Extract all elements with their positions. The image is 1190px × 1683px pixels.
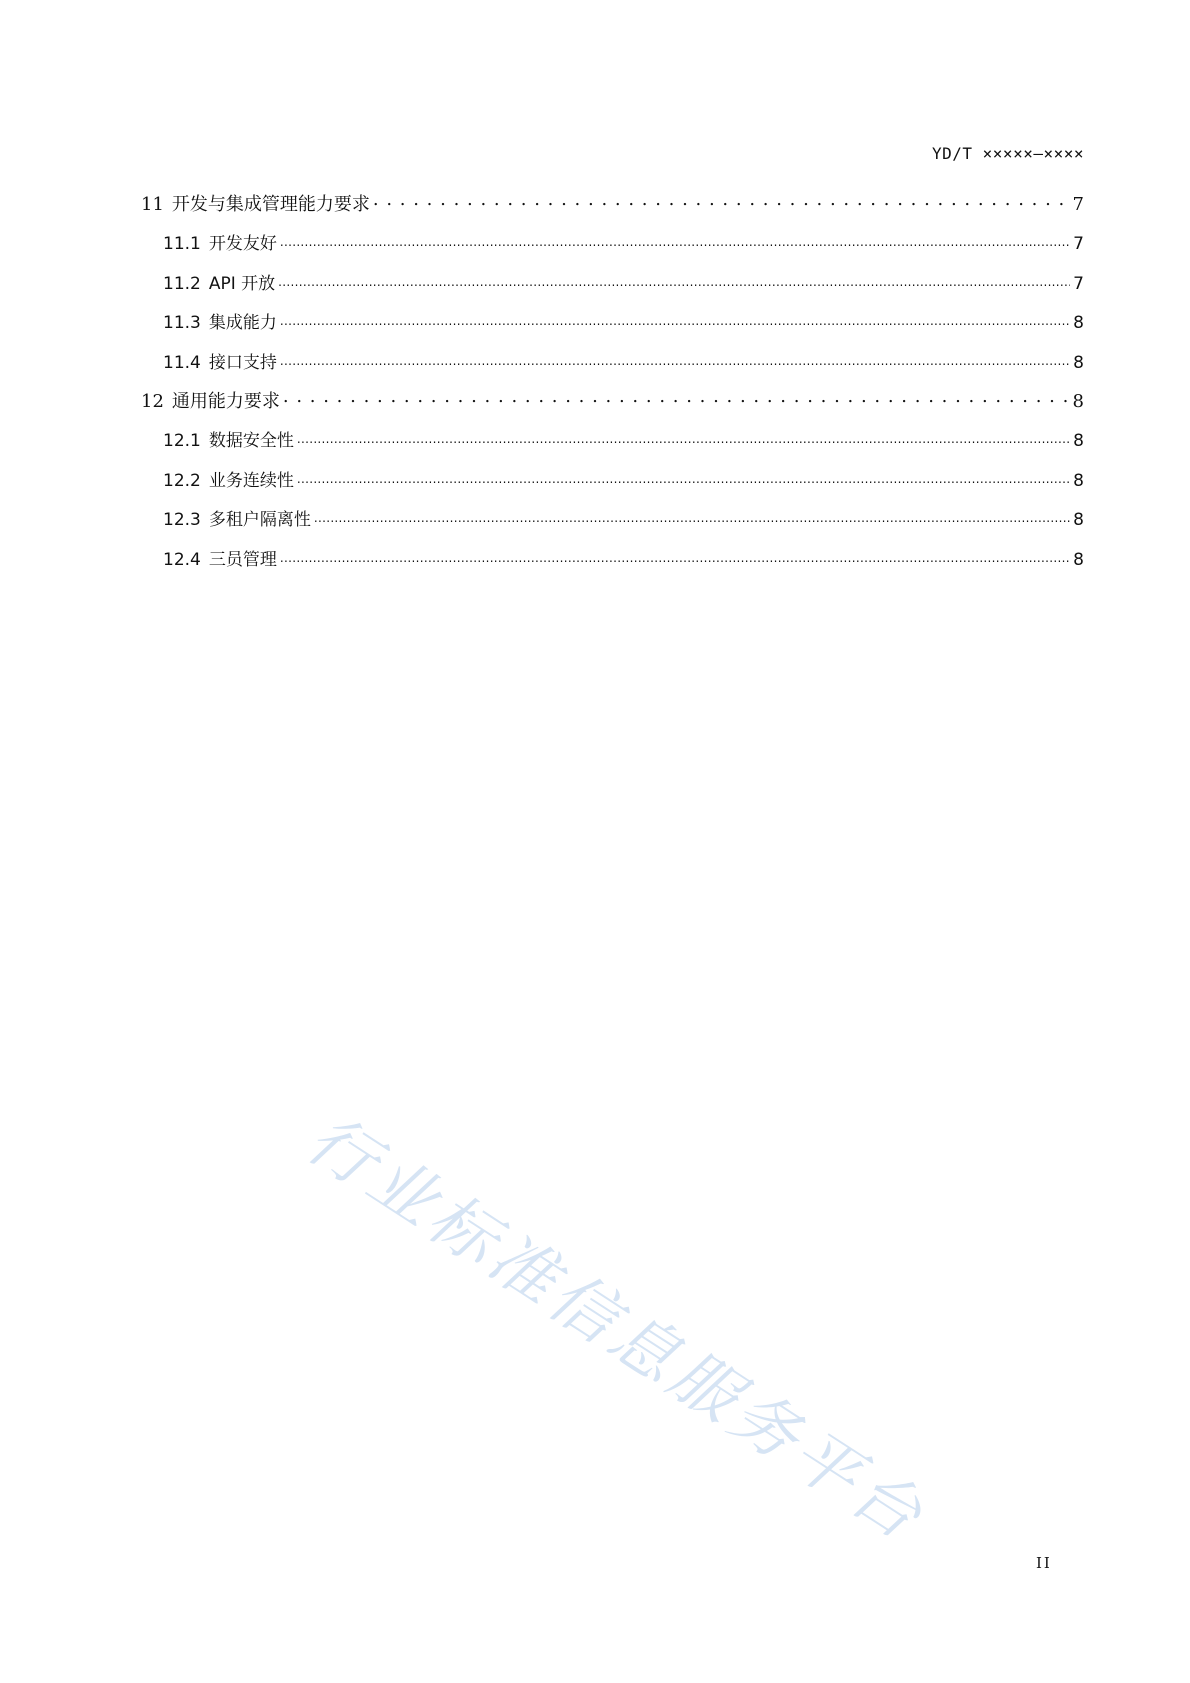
toc-dot-leader: [297, 469, 1070, 486]
toc-entry-title: 三员管理: [208, 549, 277, 570]
toc-entry-page: 8: [1073, 510, 1084, 531]
toc-entry[interactable]: [141, 190, 1084, 229]
page-number: II: [1036, 1554, 1052, 1572]
toc-entry-page: 7: [1072, 194, 1084, 215]
toc-entry-title: 多租户隔离性: [208, 510, 311, 531]
toc-entry-number: 11: [141, 194, 164, 215]
toc-entry[interactable]: [141, 466, 1084, 505]
toc-entry-page: 8: [1073, 549, 1084, 570]
toc-entry[interactable]: [141, 426, 1084, 465]
toc-entry-number: 11.4: [163, 352, 201, 373]
toc-entry-page: 8: [1073, 431, 1084, 452]
toc-entry[interactable]: [141, 308, 1084, 347]
toc-entry-title: 业务连续性: [208, 470, 294, 491]
toc-entry-page: 7: [1073, 273, 1084, 294]
toc-dot-leader: [280, 232, 1070, 249]
toc-entry-page: 8: [1072, 390, 1084, 412]
toc-entry[interactable]: [141, 505, 1084, 544]
document-code: YD/T ×××××—××××: [932, 144, 1084, 163]
table-of-contents: [141, 190, 1084, 584]
toc-entry[interactable]: [141, 269, 1084, 308]
toc-entry-title: 集成能力: [208, 313, 277, 334]
toc-dot-leader: [280, 351, 1070, 368]
toc-entry-title: 接口支持: [208, 352, 277, 373]
watermark: 行业标准信息服务平台: [293, 1100, 940, 1557]
toc-entry[interactable]: [141, 545, 1084, 584]
toc-entry[interactable]: [141, 387, 1084, 426]
toc-entry-title: 开发与集成管理能力要求: [171, 194, 370, 215]
toc-dot-leader: [280, 548, 1070, 565]
toc-entry-title: API 开放: [208, 273, 276, 294]
toc-entry-number: 11.2: [163, 273, 201, 294]
toc-entry-number: 11.1: [163, 234, 201, 255]
toc-entry-number: 11.3: [163, 313, 201, 334]
toc-entry-number: 12: [141, 390, 164, 412]
toc-entry-number: 12.1: [163, 431, 201, 452]
toc-entry-page: 8: [1073, 313, 1084, 334]
toc-entry-title: 开发友好: [208, 234, 277, 255]
toc-dot-leader: [297, 429, 1070, 446]
toc-dot-leader: [283, 389, 1070, 407]
toc-dot-leader: [373, 192, 1070, 210]
toc-entry-number: 12.4: [163, 549, 201, 570]
toc-entry[interactable]: [141, 348, 1084, 387]
toc-entry-page: 8: [1073, 352, 1084, 373]
toc-dot-leader: [314, 508, 1070, 525]
toc-entry-number: 12.3: [163, 510, 201, 531]
toc-entry-title: 数据安全性: [208, 431, 294, 452]
toc-dot-leader: [278, 272, 1070, 289]
toc-entry-title: 通用能力要求: [171, 390, 280, 412]
toc-dot-leader: [280, 311, 1070, 328]
toc-entry-page: 8: [1073, 470, 1084, 491]
toc-entry[interactable]: [141, 229, 1084, 268]
toc-entry-page: 7: [1073, 234, 1084, 255]
toc-entry-number: 12.2: [163, 470, 201, 491]
